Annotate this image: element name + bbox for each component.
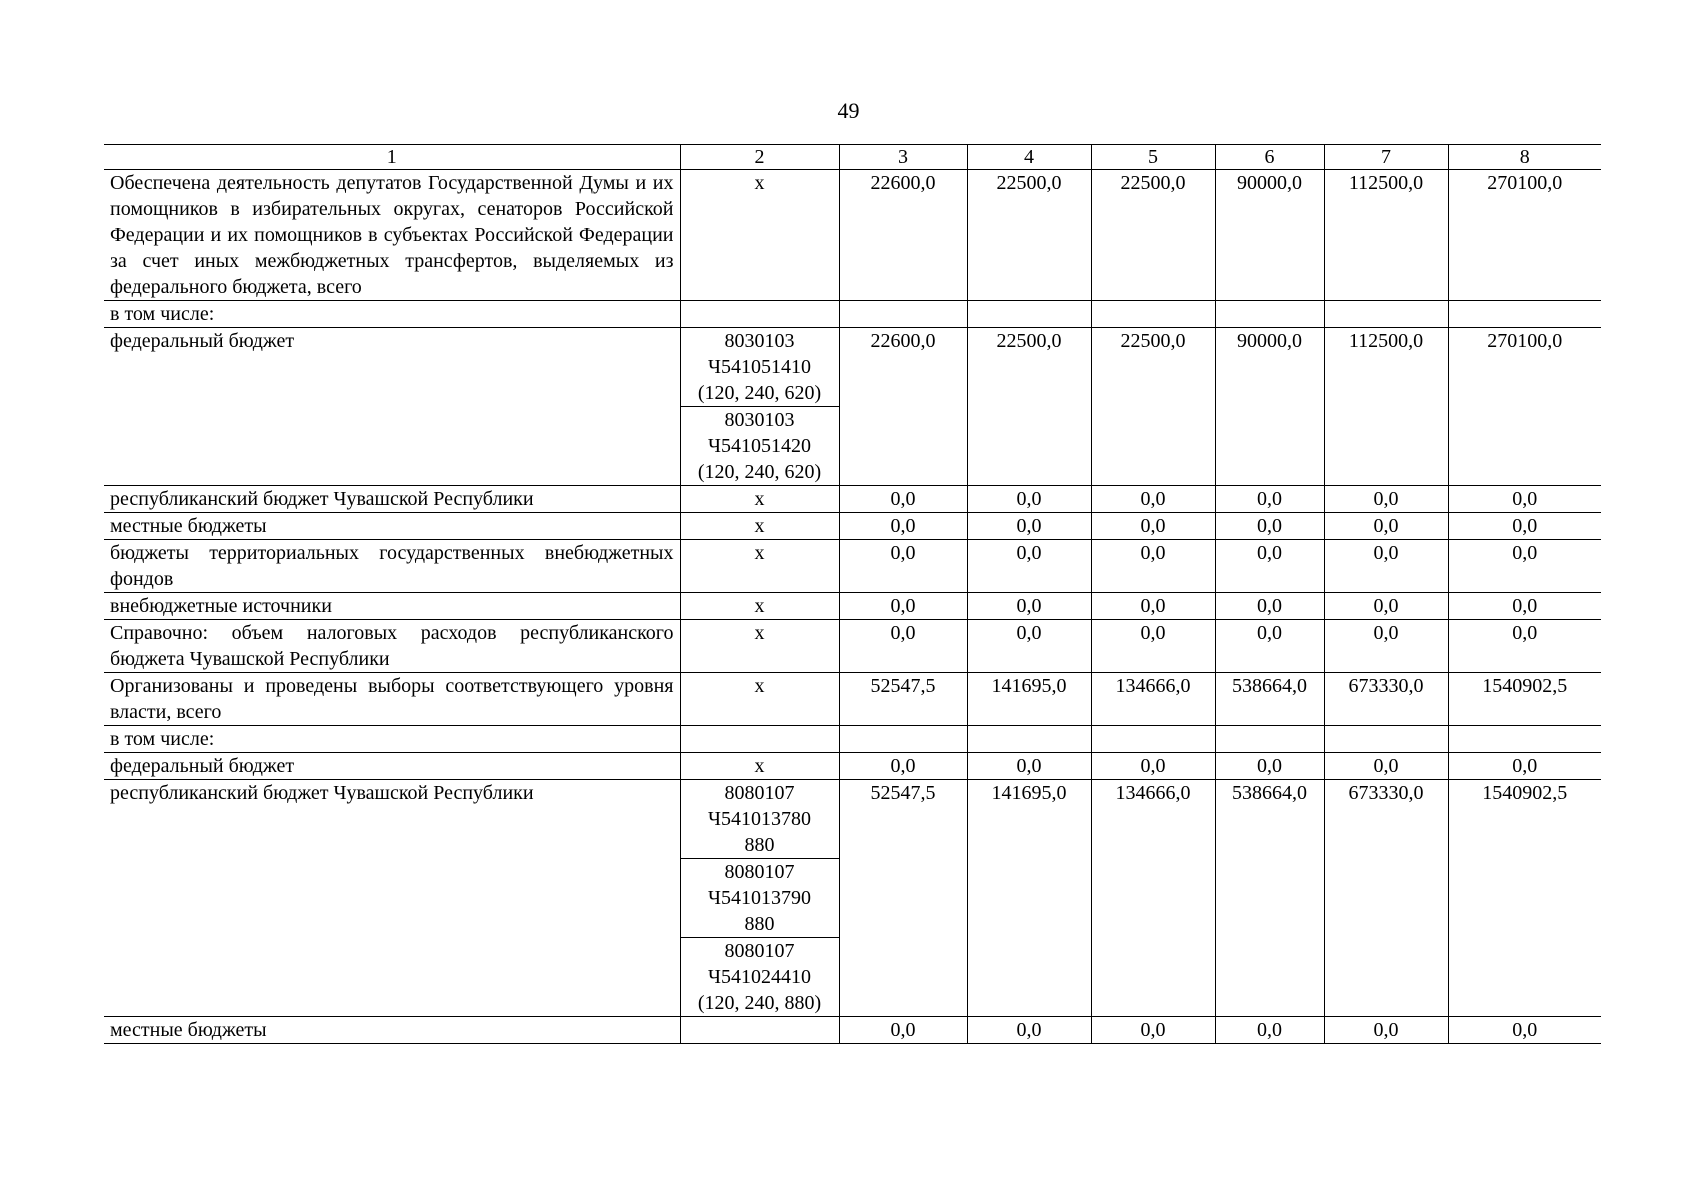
- value-cell: 0,0: [1215, 620, 1324, 673]
- row-name: республиканский бюджет Чувашской Республики: [104, 486, 680, 513]
- value-cell: 0,0: [967, 540, 1091, 593]
- table-row: [104, 753, 1601, 780]
- budget-code-line: 8080107: [724, 861, 795, 883]
- budget-code-line: 8080107: [724, 940, 795, 962]
- budget-code-line: 880: [744, 834, 775, 856]
- budget-code: х: [680, 486, 839, 513]
- budget-code: [680, 301, 839, 328]
- value-cell: 0,0: [1091, 753, 1215, 780]
- column-header: 1: [104, 145, 680, 170]
- budget-code: х: [680, 540, 839, 593]
- budget-code: [680, 1017, 839, 1044]
- value-cell: 0,0: [1091, 513, 1215, 540]
- value-cell: 0,0: [1324, 620, 1448, 673]
- value-cell: 22600,0: [839, 328, 967, 486]
- row-name: Организованы и проведены выборы соответствующего уровня власти, всего: [104, 673, 680, 726]
- value-cell: 112500,0: [1324, 170, 1448, 301]
- table-row: [104, 540, 1601, 593]
- row-name: республиканский бюджет Чувашской Республики: [104, 780, 680, 1017]
- budget-code-line: 8080107: [724, 782, 795, 804]
- budget-code-line: (120, 240, 620): [697, 382, 822, 404]
- value-cell: [839, 301, 967, 328]
- value-cell: 0,0: [1091, 620, 1215, 673]
- value-cell: 52547,5: [839, 673, 967, 726]
- budget-code: х: [680, 620, 839, 673]
- table-row: [104, 1017, 1601, 1044]
- value-cell: [967, 726, 1091, 753]
- page-number: 49: [837, 98, 860, 123]
- column-header: 3: [839, 145, 967, 170]
- value-cell: 0,0: [1448, 540, 1601, 593]
- budget-code: х: [680, 513, 839, 540]
- budget-code: [680, 938, 839, 1017]
- budget-code-line: Ч541024410: [708, 966, 811, 988]
- row-name: местные бюджеты: [104, 513, 680, 540]
- table-row: [104, 170, 1601, 301]
- table-row: [104, 486, 1601, 513]
- value-cell: 0,0: [1448, 620, 1601, 673]
- value-cell: 22500,0: [967, 170, 1091, 301]
- budget-code-line: 880: [744, 913, 775, 935]
- budget-code: [680, 780, 839, 859]
- value-cell: [967, 301, 1091, 328]
- value-cell: 673330,0: [1324, 780, 1448, 1017]
- value-cell: 0,0: [1091, 540, 1215, 593]
- value-cell: 538664,0: [1215, 780, 1324, 1017]
- budget-code-line: Ч541013780: [708, 808, 811, 830]
- value-cell: 22500,0: [1091, 170, 1215, 301]
- value-cell: 141695,0: [967, 780, 1091, 1017]
- budget-code-line: Ч541051420: [708, 435, 811, 457]
- value-cell: [1091, 301, 1215, 328]
- value-cell: 0,0: [839, 513, 967, 540]
- value-cell: 0,0: [1215, 486, 1324, 513]
- value-cell: 270100,0: [1448, 170, 1601, 301]
- value-cell: 538664,0: [1215, 673, 1324, 726]
- value-cell: 134666,0: [1091, 673, 1215, 726]
- value-cell: [1091, 726, 1215, 753]
- value-cell: 673330,0: [1324, 673, 1448, 726]
- budget-code: [680, 726, 839, 753]
- value-cell: 0,0: [1448, 753, 1601, 780]
- table-row: [104, 301, 1601, 328]
- column-header: 8: [1448, 145, 1601, 170]
- value-cell: 0,0: [1324, 753, 1448, 780]
- value-cell: 0,0: [839, 540, 967, 593]
- value-cell: [1215, 301, 1324, 328]
- value-cell: 0,0: [967, 753, 1091, 780]
- value-cell: 0,0: [1215, 753, 1324, 780]
- column-header: 5: [1091, 145, 1215, 170]
- value-cell: 0,0: [839, 1017, 967, 1044]
- value-cell: 0,0: [1448, 513, 1601, 540]
- value-cell: 0,0: [1091, 486, 1215, 513]
- value-cell: [1215, 726, 1324, 753]
- table-row: [104, 673, 1601, 726]
- value-cell: [1448, 301, 1601, 328]
- value-cell: 0,0: [1324, 513, 1448, 540]
- value-cell: [1448, 726, 1601, 753]
- value-cell: 0,0: [839, 753, 967, 780]
- value-cell: [1324, 301, 1448, 328]
- value-cell: 0,0: [1324, 486, 1448, 513]
- budget-code: х: [680, 673, 839, 726]
- value-cell: 0,0: [1324, 540, 1448, 593]
- budget-code-line: Ч541051410: [708, 356, 811, 378]
- table-row: [104, 328, 1601, 407]
- budget-code-line: 8030103: [724, 409, 795, 431]
- value-cell: 0,0: [967, 620, 1091, 673]
- value-cell: 134666,0: [1091, 780, 1215, 1017]
- budget-code-line: 8030103: [724, 330, 795, 352]
- value-cell: 0,0: [839, 620, 967, 673]
- value-cell: 0,0: [1448, 1017, 1601, 1044]
- value-cell: 0,0: [967, 1017, 1091, 1044]
- table-header-row: [104, 145, 1601, 170]
- value-cell: 0,0: [967, 593, 1091, 620]
- value-cell: 0,0: [1091, 1017, 1215, 1044]
- budget-code-line: (120, 240, 880): [697, 992, 822, 1014]
- row-name: в том числе:: [104, 726, 680, 753]
- value-cell: 0,0: [839, 593, 967, 620]
- table-row: [104, 780, 1601, 859]
- column-header: 2: [680, 145, 839, 170]
- value-cell: 141695,0: [967, 673, 1091, 726]
- value-cell: 0,0: [1324, 1017, 1448, 1044]
- value-cell: 22500,0: [1091, 328, 1215, 486]
- value-cell: 0,0: [1215, 1017, 1324, 1044]
- value-cell: 0,0: [967, 513, 1091, 540]
- row-name: местные бюджеты: [104, 1017, 680, 1044]
- value-cell: 1540902,5: [1448, 780, 1601, 1017]
- row-name: в том числе:: [104, 301, 680, 328]
- value-cell: 0,0: [1448, 486, 1601, 513]
- value-cell: 90000,0: [1215, 170, 1324, 301]
- value-cell: 22600,0: [839, 170, 967, 301]
- value-cell: 0,0: [1215, 593, 1324, 620]
- table-row: [104, 593, 1601, 620]
- column-header: 7: [1324, 145, 1448, 170]
- value-cell: [839, 726, 967, 753]
- value-cell: 22500,0: [967, 328, 1091, 486]
- value-cell: 0,0: [1448, 593, 1601, 620]
- budget-code-line: Ч541013790: [708, 887, 811, 909]
- value-cell: 90000,0: [1215, 328, 1324, 486]
- column-header: 4: [967, 145, 1091, 170]
- value-cell: 52547,5: [839, 780, 967, 1017]
- table-row: [104, 726, 1601, 753]
- value-cell: 0,0: [839, 486, 967, 513]
- value-cell: 0,0: [1215, 513, 1324, 540]
- value-cell: [1324, 726, 1448, 753]
- row-name: Справочно: объем налоговых расходов республиканского бюджета Чувашской Республики: [104, 620, 680, 673]
- row-name: федеральный бюджет: [104, 753, 680, 780]
- budget-code: х: [680, 170, 839, 301]
- budget-code: [680, 859, 839, 938]
- budget-code: х: [680, 753, 839, 780]
- row-name: бюджеты территориальных государственных внебюджетных фондов: [104, 540, 680, 593]
- value-cell: 0,0: [1324, 593, 1448, 620]
- value-cell: 270100,0: [1448, 328, 1601, 486]
- budget-code: х: [680, 593, 839, 620]
- budget-code: [680, 407, 839, 486]
- value-cell: 112500,0: [1324, 328, 1448, 486]
- table-row: [104, 513, 1601, 540]
- row-name: федеральный бюджет: [104, 328, 680, 486]
- budget-code: [680, 328, 839, 407]
- budget-table: [104, 144, 1601, 1044]
- column-header: 6: [1215, 145, 1324, 170]
- table-row: [104, 620, 1601, 673]
- row-name: Обеспечена деятельность депутатов Государственной Думы и их помощников в избирательных округах, сенаторов Российской Федерации и их помощников в субъектах Российской Федерации за счет иных межбюджетных трансфертов, выделяемых из федерального бюджета, всего: [104, 170, 680, 301]
- value-cell: 0,0: [1215, 540, 1324, 593]
- value-cell: 0,0: [967, 486, 1091, 513]
- row-name: внебюджетные источники: [104, 593, 680, 620]
- value-cell: 1540902,5: [1448, 673, 1601, 726]
- value-cell: 0,0: [1091, 593, 1215, 620]
- budget-code-line: (120, 240, 620): [697, 461, 822, 483]
